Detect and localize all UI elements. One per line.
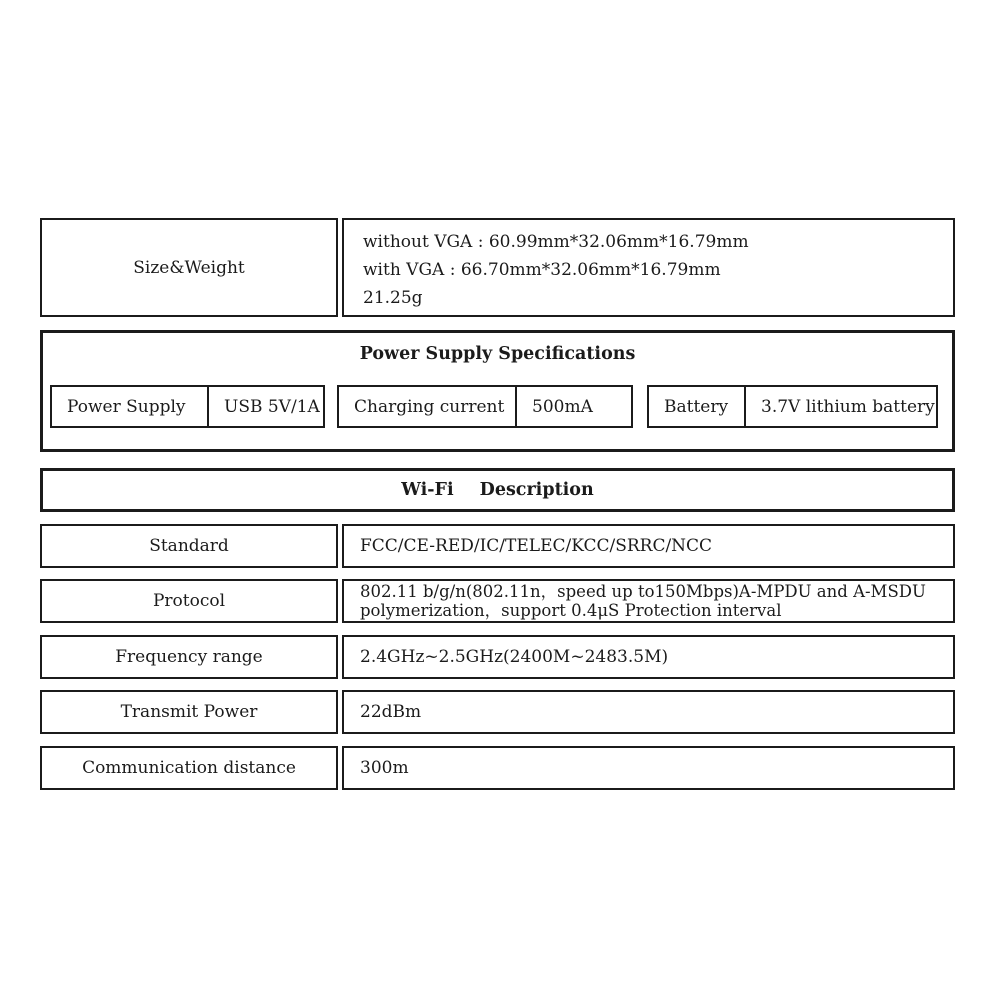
protocol-value-line1: 802.11 b/g/n(802.11n，speed up to150Mbps)A-MPDU and A-MSDU [360, 582, 926, 601]
frequency-range-value-cell [342, 635, 955, 679]
power-supply-section-title: Power Supply Specifications [359, 344, 636, 364]
power-supply-value: USB 5V/1A [207, 387, 323, 426]
charging-current-pair [337, 385, 633, 428]
wifi-title: Wi-Fi [401, 480, 454, 500]
standard-value: FCC/CE-RED/IC/TELEC/KCC/SRRC/NCC [360, 536, 713, 556]
protocol-label-cell [40, 579, 338, 623]
size-weight-value-cell [342, 218, 955, 317]
communication-distance-value: 300m [360, 758, 409, 778]
size-weight-line-with-vga: with VGA : 66.70mm*32.06mm*16.79mm [363, 260, 721, 280]
frequency-range-label: Frequency range [115, 647, 263, 667]
protocol-label: Protocol [152, 591, 226, 611]
power-supply-label: Power Supply [67, 396, 186, 417]
protocol-value-cell [342, 579, 955, 623]
wifi-title-description: Description [479, 480, 594, 500]
frequency-range-label-cell [40, 635, 338, 679]
frequency-range-value: 2.4GHz~2.5GHz(2400M~2483.5M) [360, 647, 669, 667]
size-weight-label: Size&Weight [133, 257, 245, 278]
wifi-section-header [40, 468, 955, 512]
size-weight-label-cell [40, 218, 338, 317]
battery-pair [647, 385, 938, 428]
charging-current-value: 500mA [515, 387, 631, 426]
charging-current-label: Charging current [354, 396, 505, 417]
transmit-power-value: 22dBm [360, 702, 422, 722]
standard-value-cell [342, 524, 955, 568]
communication-distance-label-cell [40, 746, 338, 790]
battery-value: 3.7V lithium battery [744, 387, 936, 426]
standard-label: Standard [149, 536, 229, 556]
size-weight-line-weight: 21.25g [363, 288, 423, 308]
transmit-power-label-cell [40, 690, 338, 734]
protocol-value-line2: polymerization，support 0.4μS Protection interval [360, 601, 782, 620]
standard-label-cell [40, 524, 338, 568]
battery-label: Battery [664, 396, 729, 417]
transmit-power-value-cell [342, 690, 955, 734]
communication-distance-label: Communication distance [82, 758, 296, 778]
transmit-power-label: Transmit Power [120, 702, 258, 722]
power-supply-pair [50, 385, 325, 428]
communication-distance-value-cell [342, 746, 955, 790]
size-weight-line-without-vga: without VGA : 60.99mm*32.06mm*16.79mm [363, 232, 749, 252]
